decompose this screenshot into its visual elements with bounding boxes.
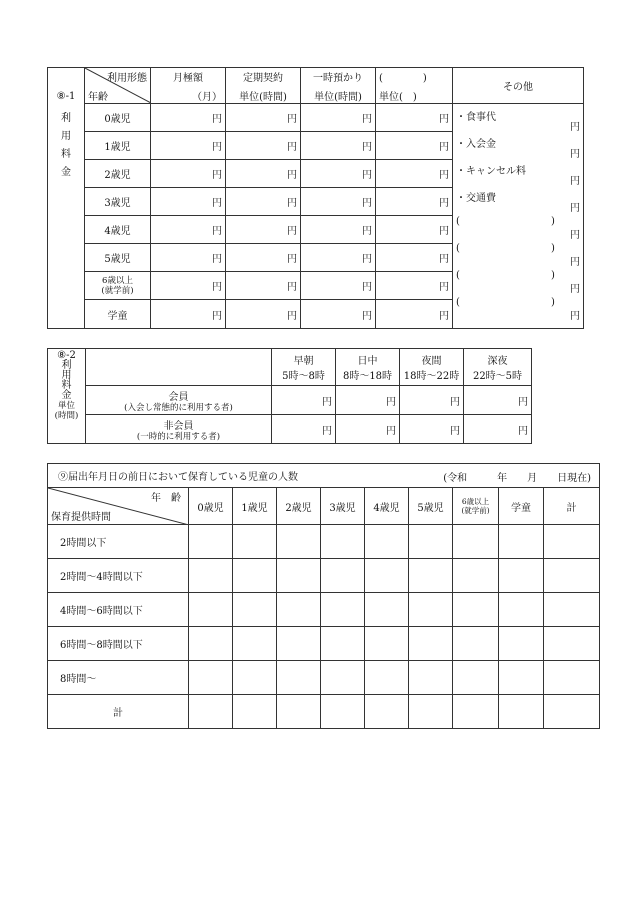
count-cell[interactable] <box>277 695 321 729</box>
other-item-cancel: ・キャンセル料 円 <box>456 166 580 187</box>
count-cell[interactable] <box>409 627 453 661</box>
fee-cell[interactable]: 円 <box>376 216 453 244</box>
age-row-label: 3歳児 <box>85 188 151 216</box>
count-cell[interactable] <box>365 695 409 729</box>
non-member-row-label: 非会員 (一時的に利用する者) <box>86 415 272 444</box>
count-corner-top: 年 齢 <box>151 493 181 504</box>
fee-cell[interactable]: 円 <box>301 160 376 188</box>
corner-header <box>85 68 151 104</box>
count-cell[interactable] <box>365 627 409 661</box>
section-label: 利 用 料 金 <box>48 104 85 329</box>
fee-cell[interactable]: 円 <box>301 104 376 132</box>
count-cell[interactable] <box>544 593 600 627</box>
count-cell[interactable] <box>544 661 600 695</box>
as-of-date: (令和 年 月 日現在) <box>443 473 592 484</box>
col-age-5: 5歳児 <box>409 488 453 525</box>
count-cell[interactable] <box>499 525 544 559</box>
count-cell[interactable] <box>409 559 453 593</box>
count-cell[interactable] <box>544 627 600 661</box>
fee-cell[interactable]: 円 <box>301 300 376 329</box>
other-item-blank: ( ) 円 <box>456 297 580 322</box>
fee-cell[interactable]: 円 <box>376 132 453 160</box>
col-other: その他 <box>453 68 584 104</box>
fee-cell[interactable]: 円 <box>151 272 226 300</box>
col-blank: ( ) 単位( ) <box>376 68 453 104</box>
age-row-label: 4歳児 <box>85 216 151 244</box>
count-cell[interactable] <box>499 695 544 729</box>
count-cell[interactable] <box>321 661 365 695</box>
count-cell[interactable] <box>365 559 409 593</box>
count-cell[interactable] <box>453 661 499 695</box>
count-cell[interactable] <box>409 661 453 695</box>
age-row-label: 0歳児 <box>85 104 151 132</box>
count-cell[interactable] <box>277 627 321 661</box>
age-row-label: 5歳児 <box>85 244 151 272</box>
col-age-2: 2歳児 <box>277 488 321 525</box>
count-cell[interactable] <box>409 695 453 729</box>
count-cell[interactable] <box>277 525 321 559</box>
member-row-label: 会員 (入会し常態的に利用する者) <box>86 386 272 415</box>
count-cell[interactable] <box>321 627 365 661</box>
row-label: 2時間〜4時間以下 <box>48 559 189 593</box>
fee-cell[interactable]: 円 <box>226 188 301 216</box>
col-temporary: 一時預かり 単位(時間) <box>301 68 376 104</box>
count-cell[interactable] <box>233 525 277 559</box>
other-item-blank: ( ) 円 <box>456 243 580 268</box>
fee-cell[interactable]: 円 <box>376 104 453 132</box>
col-school: 学童 <box>499 488 544 525</box>
unit-section-label: ⑧-2 利 用 料 金 単位 (時間) <box>48 349 86 444</box>
fee-cell[interactable]: 円 <box>226 300 301 329</box>
unit-fee-cell[interactable]: 円 <box>464 386 532 415</box>
other-item-transport: ・交通費 円 <box>456 193 580 214</box>
fee-cell[interactable]: 円 <box>151 160 226 188</box>
fee-cell[interactable]: 円 <box>376 300 453 329</box>
count-cell[interactable] <box>233 559 277 593</box>
count-cell[interactable] <box>277 593 321 627</box>
count-cell[interactable] <box>277 661 321 695</box>
fee-cell[interactable]: 円 <box>151 244 226 272</box>
count-cell[interactable] <box>277 559 321 593</box>
section-number: ⑧-1 <box>48 68 85 104</box>
fee-cell[interactable]: 円 <box>226 160 301 188</box>
fee-cell[interactable]: 円 <box>301 216 376 244</box>
count-cell[interactable] <box>189 627 233 661</box>
fee-cell[interactable]: 円 <box>301 244 376 272</box>
row-label: 8時間〜 <box>48 661 189 695</box>
count-corner-diagonal <box>48 488 189 525</box>
count-cell[interactable] <box>189 559 233 593</box>
count-cell[interactable] <box>453 695 499 729</box>
count-cell[interactable] <box>189 661 233 695</box>
other-item-meal: ・食事代 円 <box>456 112 580 133</box>
count-cell[interactable] <box>365 525 409 559</box>
count-cell[interactable] <box>499 661 544 695</box>
fee-cell[interactable]: 円 <box>301 272 376 300</box>
col-late-night: 深夜 22時〜5時 <box>464 349 532 386</box>
row-label: 4時間〜6時間以下 <box>48 593 189 627</box>
age-row-label: 学童 <box>85 300 151 329</box>
count-table-title: ⑨届出年月日の前日において保育している児童の人数 (令和 年 月 日現在) <box>48 464 600 488</box>
count-cell[interactable] <box>321 695 365 729</box>
count-cell[interactable] <box>321 559 365 593</box>
count-cell[interactable] <box>321 593 365 627</box>
fee-cell[interactable]: 円 <box>301 188 376 216</box>
count-cell[interactable] <box>321 525 365 559</box>
child-count-table <box>47 463 600 729</box>
count-cell[interactable] <box>453 627 499 661</box>
col-night: 夜間 18時〜22時 <box>400 349 464 386</box>
count-cell[interactable] <box>189 695 233 729</box>
col-contract: 定期契約 単位(時間) <box>226 68 301 104</box>
col-age-6-plus: 6歳以上 (就学前) <box>453 488 499 525</box>
corner-diagonal <box>85 68 151 103</box>
total-row-label: 計 <box>48 695 189 729</box>
col-age-3: 3歳児 <box>321 488 365 525</box>
unit-fee-cell[interactable]: 円 <box>464 415 532 444</box>
count-cell[interactable] <box>409 593 453 627</box>
unit-fee-cell[interactable]: 円 <box>400 386 464 415</box>
count-cell[interactable] <box>189 593 233 627</box>
fee-cell[interactable]: 円 <box>226 132 301 160</box>
unit-fee-cell[interactable]: 円 <box>272 415 336 444</box>
fee-cell[interactable]: 円 <box>151 188 226 216</box>
count-cell[interactable] <box>453 559 499 593</box>
other-item-blank: ( ) 円 <box>456 216 580 241</box>
col-age-1: 1歳児 <box>233 488 277 525</box>
count-corner-header <box>48 488 189 525</box>
unit-fee-cell[interactable]: 円 <box>336 415 400 444</box>
unit-fee-cell[interactable]: 円 <box>400 415 464 444</box>
col-total: 計 <box>544 488 600 525</box>
fee-cell[interactable]: 円 <box>226 244 301 272</box>
fee-cell[interactable]: 円 <box>226 272 301 300</box>
count-cell[interactable] <box>544 695 600 729</box>
col-age-0: 0歳児 <box>189 488 233 525</box>
fee-cell[interactable]: 円 <box>151 132 226 160</box>
col-age-4: 4歳児 <box>365 488 409 525</box>
row-label: 2時間以下 <box>48 525 189 559</box>
count-cell[interactable] <box>233 661 277 695</box>
fee-cell[interactable]: 円 <box>226 104 301 132</box>
other-item-entry: ・入会金 円 <box>456 139 580 160</box>
fee-cell[interactable]: 円 <box>376 160 453 188</box>
fee-cell[interactable]: 円 <box>151 104 226 132</box>
unit-fee-cell[interactable]: 円 <box>272 386 336 415</box>
age-row-label: 1歳児 <box>85 132 151 160</box>
count-corner-bottom: 保育提供時間 <box>51 512 111 523</box>
other-item-blank: ( ) 円 <box>456 270 580 295</box>
fee-cell[interactable]: 円 <box>376 244 453 272</box>
unit-corner <box>86 349 272 386</box>
row-label: 6時間〜8時間以下 <box>48 627 189 661</box>
count-cell[interactable] <box>365 593 409 627</box>
fee-cell[interactable]: 円 <box>376 272 453 300</box>
col-monthly: 月極額 （月） <box>151 68 226 104</box>
age-row-label: 6歳以上 (就学前) <box>85 272 151 300</box>
col-early: 早朝 5時〜8時 <box>272 349 336 386</box>
count-cell[interactable] <box>499 593 544 627</box>
fee-cell[interactable]: 円 <box>301 132 376 160</box>
fee-cell[interactable]: 円 <box>226 216 301 244</box>
count-cell[interactable] <box>544 525 600 559</box>
count-cell[interactable] <box>453 525 499 559</box>
col-day: 日中 8時〜18時 <box>336 349 400 386</box>
corner-bottom-label: 年齢 <box>88 92 108 103</box>
other-fees-cell[interactable] <box>453 104 584 329</box>
count-cell[interactable] <box>499 559 544 593</box>
count-cell[interactable] <box>499 627 544 661</box>
count-cell[interactable] <box>453 593 499 627</box>
unit-fee-cell[interactable]: 円 <box>336 386 400 415</box>
fee-table <box>47 67 584 329</box>
unit-fee-table <box>47 348 532 444</box>
count-cell[interactable] <box>365 661 409 695</box>
count-cell[interactable] <box>233 695 277 729</box>
count-cell[interactable] <box>409 525 453 559</box>
corner-top-label: 利用形態 <box>107 73 147 84</box>
age-row-label: 2歳児 <box>85 160 151 188</box>
count-cell[interactable] <box>189 525 233 559</box>
fee-cell[interactable]: 円 <box>376 188 453 216</box>
fee-cell[interactable]: 円 <box>151 300 226 329</box>
count-cell[interactable] <box>233 593 277 627</box>
count-cell[interactable] <box>233 627 277 661</box>
fee-cell[interactable]: 円 <box>151 216 226 244</box>
count-cell[interactable] <box>544 559 600 593</box>
